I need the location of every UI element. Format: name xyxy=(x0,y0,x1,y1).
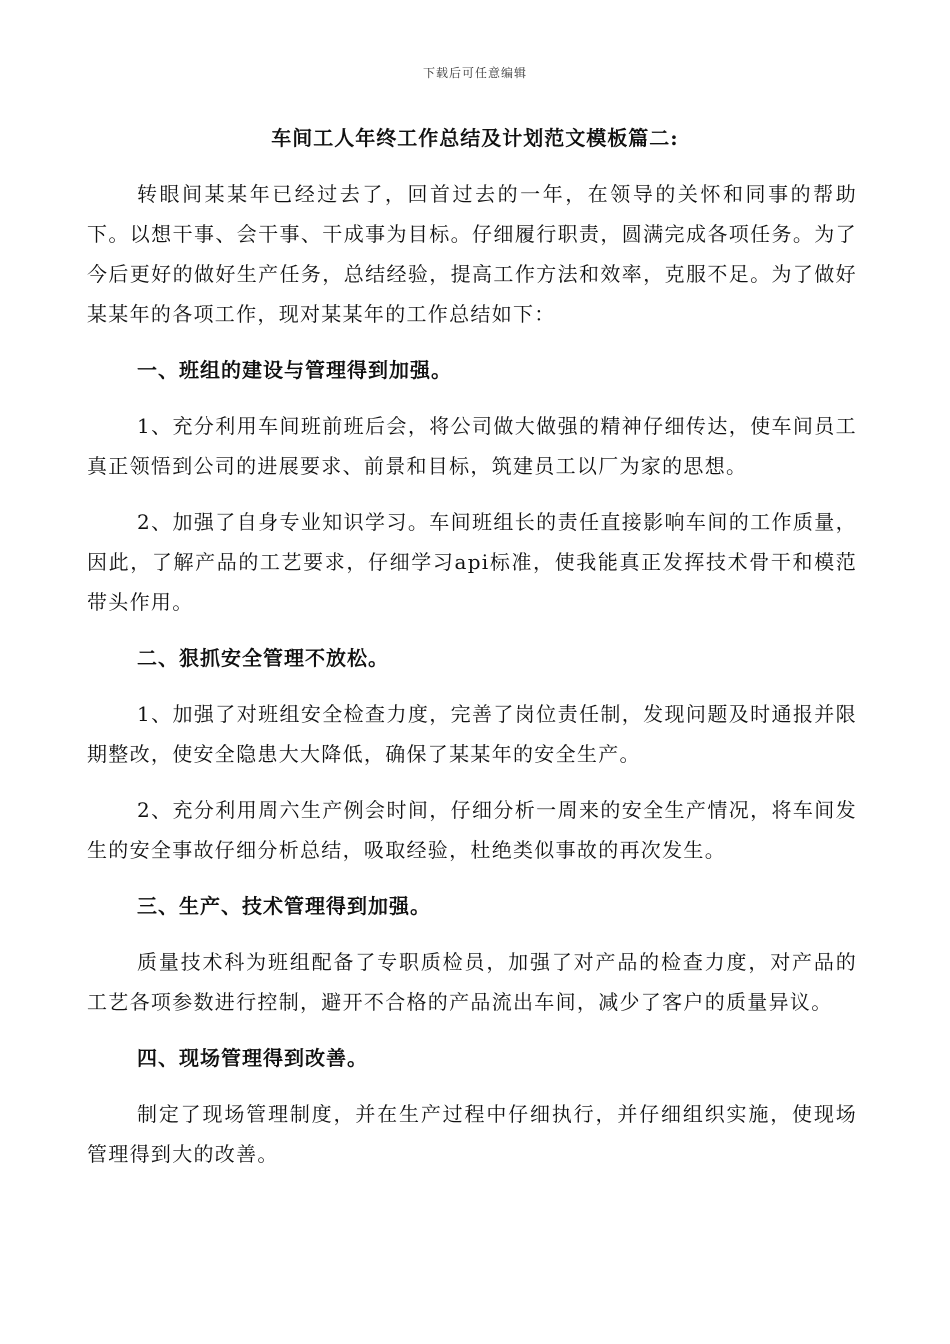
paragraph-3-1: 质量技术科为班组配备了专职质检员，加强了对产品的检查力度，对产品的工艺各项参数进行控制，避开不合格的产品流出车间，减少了客户的质量异议。 xyxy=(87,950,857,1014)
paragraph-2-2: 2、充分利用周六生产例会时间，仔细分析一周来的安全生产情况，将车间发生的安全事故仔细分析总结，吸取经验，杜绝类似事故的再次发生。 xyxy=(87,798,857,862)
paragraph-2-1: 1、加强了对班组安全检查力度，完善了岗位责任制，发现问题及时通报并限期整改，使安全隐患大大降低，确保了某某年的安全生产。 xyxy=(87,702,857,766)
intro-paragraph: 转眼间某某年已经过去了，回首过去的一年，在领导的关怀和同事的帮助下。以想干事、会干事、干成事为目标。仔细履行职责，圆满完成各项任务。为了今后更好的做好生产任务，总结经验，提高工作方法和效率，克服不足。为了做好某某年的各项工作，现对某某年的工作总结如下： xyxy=(87,182,857,326)
section-heading-3: 三、生产、技术管理得到加强。 xyxy=(137,894,431,918)
paragraph-1-1: 1、充分利用车间班前班后会，将公司做大做强的精神仔细传达，使车间员工真正领悟到公司的进展要求、前景和目标，筑建员工以厂为家的思想。 xyxy=(87,414,857,478)
section-heading-1: 一、班组的建设与管理得到加强。 xyxy=(137,358,452,382)
document-body xyxy=(87,174,857,1174)
section-heading-4: 四、现场管理得到改善。 xyxy=(137,1046,368,1070)
header-note: 下载后可任意编辑 xyxy=(422,66,527,80)
section-heading-2: 二、狠抓安全管理不放松。 xyxy=(137,646,389,670)
paragraph-4-1: 制定了现场管理制度，并在生产过程中仔细执行，并仔细组织实施，使现场管理得到大的改善。 xyxy=(87,1102,857,1166)
paragraph-1-2: 2、加强了自身专业知识学习。车间班组长的责任直接影响车间的工作质量，因此，了解产品的工艺要求，仔细学习api标准，使我能真正发挥技术骨干和模范带头作用。 xyxy=(87,510,857,614)
document-title: 车间工人年终工作总结及计划范文模板篇二: xyxy=(271,126,679,150)
